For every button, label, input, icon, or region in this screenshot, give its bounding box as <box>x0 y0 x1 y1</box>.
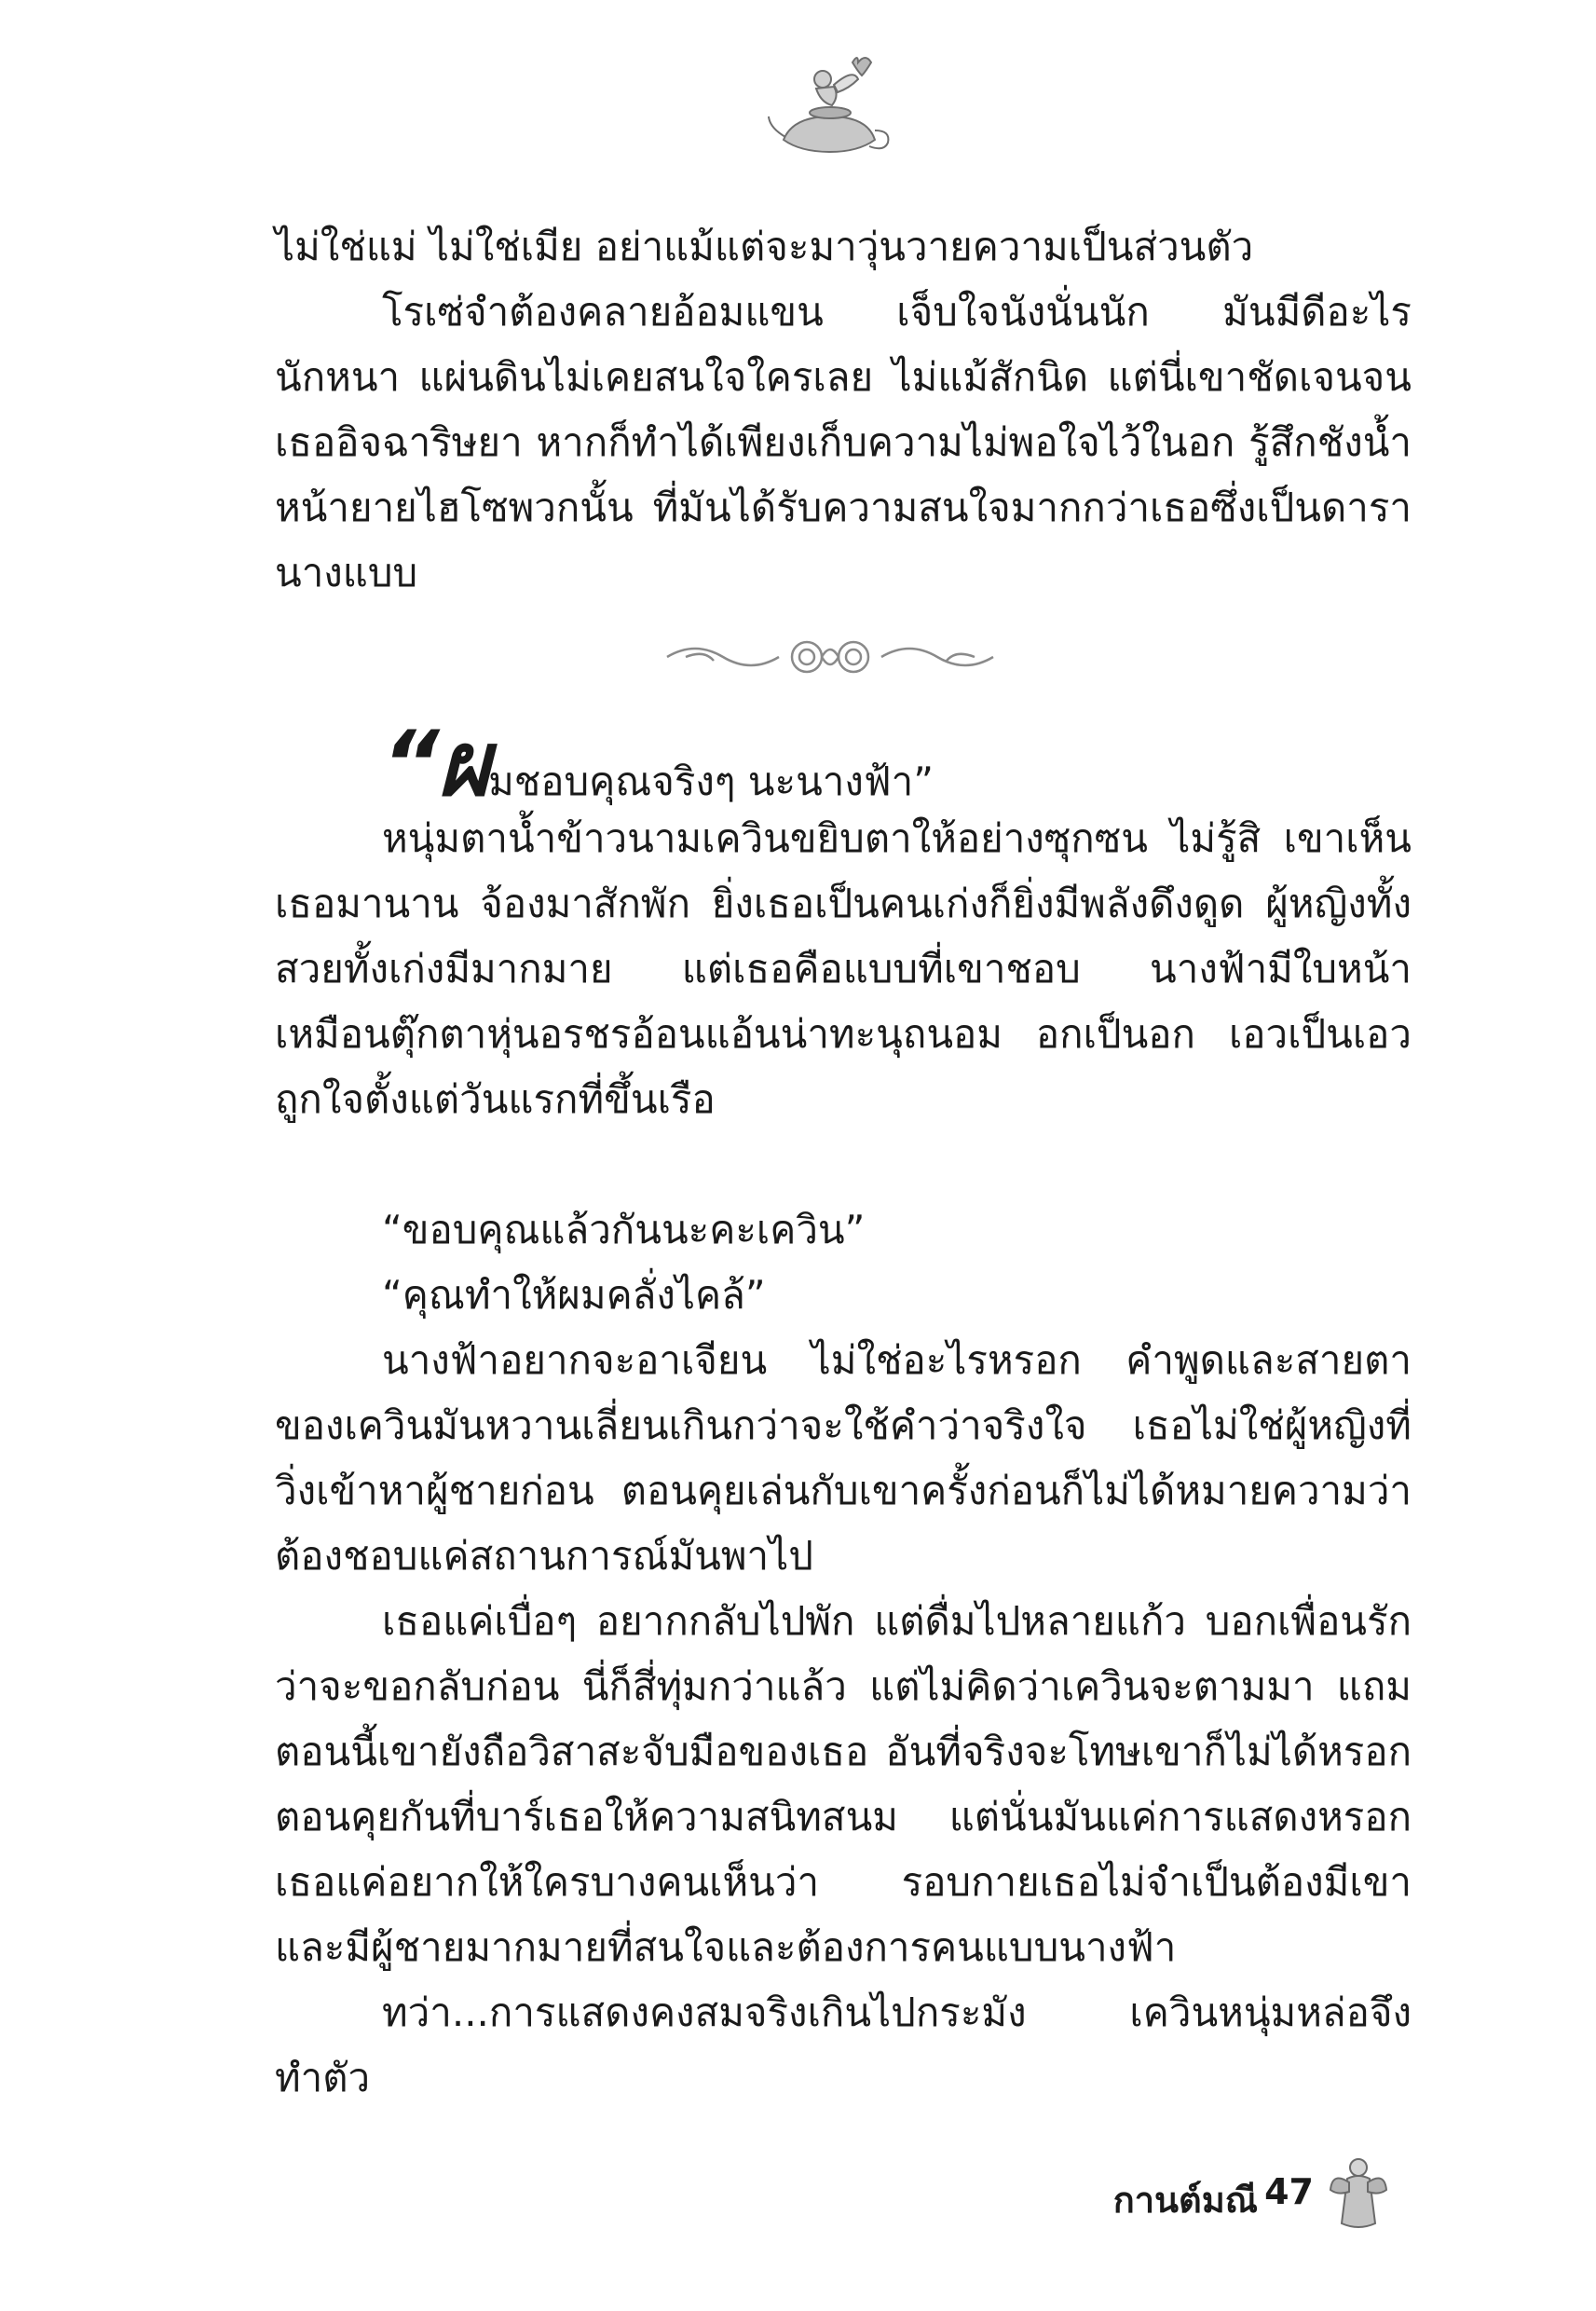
page-footer <box>1099 2153 1407 2236</box>
dropcap-letter: ผ <box>437 712 489 816</box>
page-number: 47 <box>1264 2171 1314 2212</box>
dialogue-line: “ขอบคุณแล้วกันนะคะเควิน” <box>382 1207 866 1252</box>
paragraph: ทว่า...การแสดงคงสมจริงเกินไปกระมัง เควินหนุ่มหล่อจึงทำตัว <box>275 1990 1412 2100</box>
paragraph: เธอแค่เบื่อๆ อยากกลับไปพัก แต่ดื่มไปหลายแก้ว บอกเพื่อนรักว่าจะขอกลับก่อน นี่ก็สี่ทุ่มกว่าแล้ว แต่ไม่คิดว่าเควินจะตามมา แถมตอนนี้เขายังถือวิสาสะจับมือของเธอ อันที่จริงจะโทษเขาก็ไม่ได้หรอกตอนคุยกันที่บาร์เธอให้ความสนิทสนม แต่นั่นมันแค่การแสดงหรอกเธอแค่อยากให้ใครบางคนเห็นว่า รอบกายเธอไม่จำเป็นต้องมีเขา และมีผู้ชายมากมายที่สนใจและต้องการคนแบบนางฟ้า <box>275 1598 1412 1970</box>
book-title: กานต์มณี <box>1112 2180 1258 2221</box>
dropcap-rest: มชอบคุณจริงๆ นะนางฟ้า” <box>488 759 934 804</box>
paragraph: นางฟ้าอยากจะอาเจียน ไม่ใช่อะไรหรอก คำพูดและสายตาของเควินมันหวานเลี่ยนเกินกว่าจะใช้คำว่าจริงใจ เธอไม่ใช่ผู้หญิงที่วิ่งเข้าหาผู้ชายก่อน ตอนคุยเล่นกับเขาครั้งก่อนก็ไม่ได้หมายความว่าต้องชอบแค่สถานการณ์มันพาไป <box>275 1337 1412 1579</box>
paragraph: ไม่ใช่แม่ ไม่ใช่เมีย อย่าแม้แต่จะมาวุ่นวายความเป็นส่วนตัว <box>275 224 1254 269</box>
dropcap-quote: “ <box>382 712 438 816</box>
paragraph: โรเซ่จำต้องคลายอ้อมแขน เจ็บใจนังนั่นนัก มันมีดีอะไรนักหนา แผ่นดินไม่เคยสนใจใครเลย ไม่แม้สักนิด แต่นี่เขาชัดเจนจนเธออิจฉาริษยา หากก็ทำได้เพียงเก็บความไม่พอใจไว้ในอก รู้สึกชังน้ำหน้ายายไฮโซพวกนั้น ที่มันได้รับความสนใจมากกว่าเธอซึ่งเป็นดารานางแบบ <box>275 289 1412 595</box>
dialogue-line: “คุณทำให้ผมคลั่งไคล้” <box>382 1272 766 1318</box>
paragraph: หนุ่มตาน้ำข้าวนามเควินขยิบตาให้อย่างซุกซน ไม่รู้สิ เขาเห็นเธอมานาน จ้องมาสักพัก ยิ่งเธอเป็นคนเก่งก็ยิ่งมีพลังดึงดูด ผู้หญิงทั้งสวยทั้งเก่งมีมากมาย แต่เธอคือแบบที่เขาชอบ นางฟ้ามีใบหน้าเหมือนตุ๊กตาหุ่นอรชรอ้อนแอ้นน่าทะนุถนอม อกเป็นอก เอวเป็นเอว ถูกใจตั้งแต่วันแรกที่ขึ้นเรือ <box>275 815 1412 1122</box>
scroll-divider-icon <box>658 629 1003 685</box>
angel-icon <box>1329 2153 1388 2231</box>
teapot-cupid-icon <box>765 51 895 163</box>
